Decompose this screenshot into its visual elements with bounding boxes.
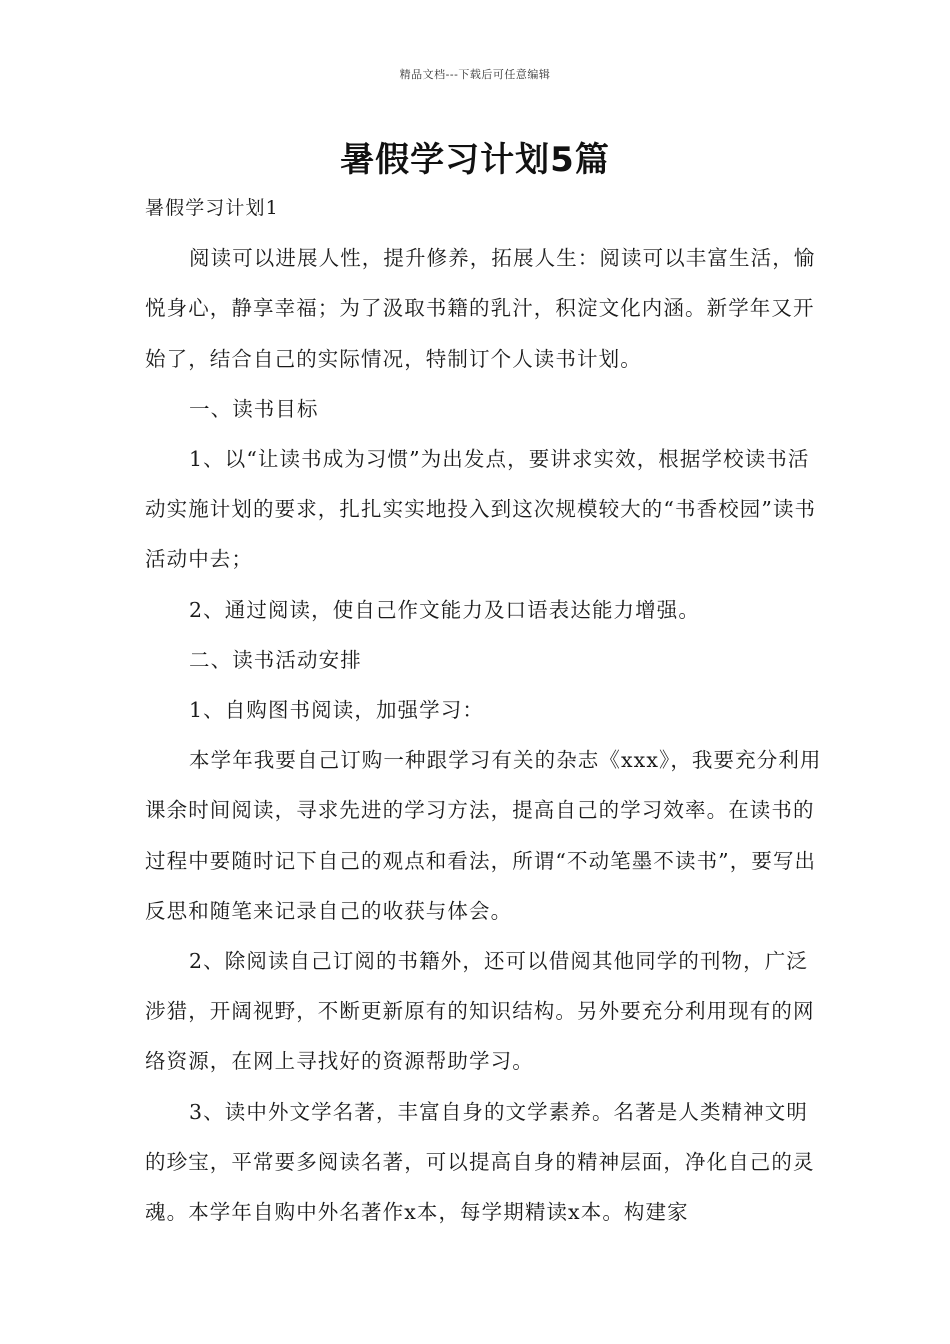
paragraph-plan-3: 3、读中外文学名著，丰富自身的文学素养。名著是人类精神文明的珍宝，平常要多阅读名著，可以提高自身的精神层面，净化自己的灵魂。本学年自购中外名著作x本，每学期精读x本。构建家 bbox=[145, 1099, 815, 1225]
document-body bbox=[145, 183, 825, 1237]
paragraph-intro: 阅读可以进展人性，提升修养，拓展人生：阅读可以丰富生活，愉悦身心，静享幸福；为了汲取书籍的乳汁，积淀文化内涵。新学年又开始了，结合自己的实际情况，特制订个人读书计划。 bbox=[145, 246, 816, 371]
heading-reading-goals: 一、读书目标 bbox=[189, 396, 319, 421]
paragraph-plan-1-body: 本学年我要自己订购一种跟学习有关的杂志《xxx》，我要充分利用课余时间阅读，寻求先进的学习方法，提高自己的学习效率。在读书的过程中要随时记下自己的观点和看法，所谓“不动笔墨不读书”，要写出反思和随笔来记录自己的收获与体会。 bbox=[145, 748, 822, 923]
document-title: 暑假学习计划5篇 bbox=[340, 140, 610, 180]
paragraph-plan-1-heading: 1、自购图书阅读，加强学习： bbox=[189, 698, 484, 723]
paragraph-plan-2: 2、除阅读自己订阅的书籍外，还可以借阅其他同学的刊物，广泛涉猎，开阔视野，不断更新原有的知识结构。另外要充分利用现有的网络资源，在网上寻找好的资源帮助学习。 bbox=[145, 949, 815, 1074]
heading-activity-plan: 二、读书活动安排 bbox=[189, 647, 362, 672]
paragraph-goal-1: 1、以“让读书成为习惯”为出发点，要讲求实效，根据学校读书活动实施计划的要求，扎扎实实地投入到这次规模较大的“书香校园”读书活动中去； bbox=[145, 447, 817, 572]
paragraph-goal-2: 2、通过阅读，使自己作文能力及口语表达能力增强。 bbox=[189, 597, 700, 622]
header-note: 精品文档---下载后可任意编辑 bbox=[399, 68, 551, 81]
section-subtitle: 暑假学习计划1 bbox=[145, 197, 279, 219]
